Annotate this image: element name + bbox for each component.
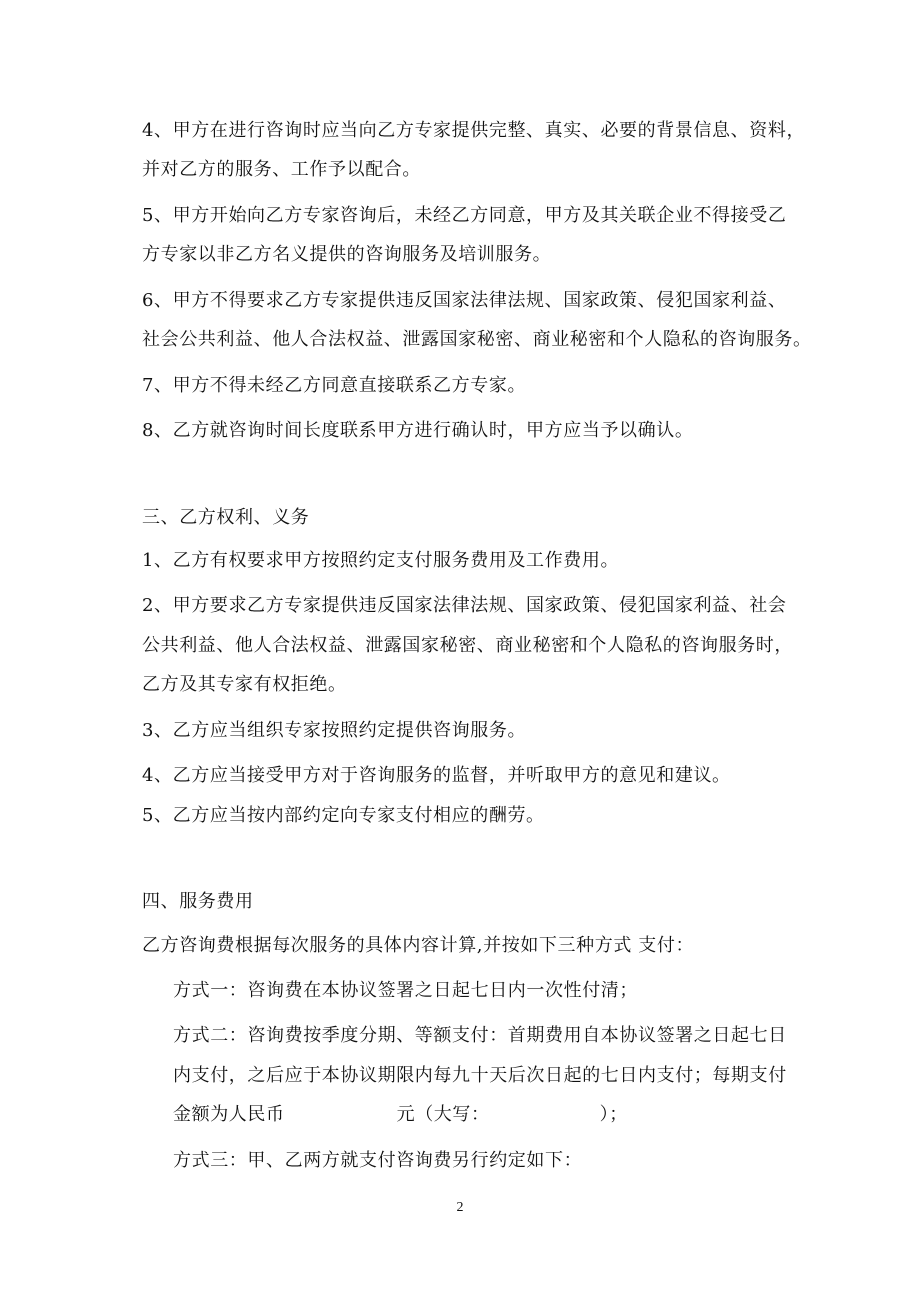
section3-item5: 5、乙方应当按内部约定向专家支付相应的酬劳。 xyxy=(142,805,545,826)
section3-heading: 三、乙方权利、义务 xyxy=(142,507,310,528)
section3-item4: 4、乙方应当接受甲方对于咨询服务的监督，并听取甲方的意见和建议。 xyxy=(142,765,731,786)
section3-item2-line2: 公共利益、他人合法权益、泄露国家秘密、商业秘密和个人隐私的咨询服务时， xyxy=(142,635,793,656)
section2-item7: 7、甲方不得未经乙方同意直接联系乙方专家。 xyxy=(142,375,527,396)
amount-closing: ）； xyxy=(599,1104,628,1125)
section3-item3: 3、乙方应当组织专家按照约定提供咨询服务。 xyxy=(142,720,527,741)
section3-item2-line1: 2、甲方要求乙方专家提供违反国家法律法规、国家政策、侵犯国家利益、社会 xyxy=(142,595,787,616)
section4-method2-line3 xyxy=(173,1103,628,1127)
section2-item5-line2: 方专家以非乙方名义提供的咨询服务及培训服务。 xyxy=(142,244,552,265)
section2-item6-line1: 6、甲方不得要求乙方专家提供违反国家法律法规、国家政策、侵犯国家利益、 xyxy=(142,290,787,311)
section2-item6-line2: 社会公共利益、他人合法权益、泄露国家秘密、商业秘密和个人隐私的咨询服务。 xyxy=(142,329,812,350)
section4-intro: 乙方咨询费根据每次服务的具体内容计算,并按如下三种方式 支付： xyxy=(142,935,695,956)
section2-item5-line1: 5、甲方开始向乙方专家咨询后，未经乙方同意，甲方及其关联企业不得接受乙 xyxy=(142,205,787,226)
section4-heading: 四、服务费用 xyxy=(142,891,254,912)
section2-item4-line2: 并对乙方的服务、工作予以配合。 xyxy=(142,159,421,180)
section4-method3: 方式三：甲、乙两方就支付咨询费另行约定如下： xyxy=(173,1150,583,1171)
section4-method1: 方式一：咨询费在本协议签署之日起七日内一次性付清； xyxy=(173,980,638,1001)
section3-item2-line3: 乙方及其专家有权拒绝。 xyxy=(142,674,347,695)
page-number: 2 xyxy=(456,1200,464,1215)
section2-item8: 8、乙方就咨询时间长度联系甲方进行确认时，甲方应当予以确认。 xyxy=(142,420,694,441)
section4-method2-line2: 内支付，之后应于本协议期限内每九十天后次日起的七日内支付；每期支付 xyxy=(173,1065,787,1086)
section3-item1: 1、乙方有权要求甲方按照约定支付服务费用及工作费用。 xyxy=(142,550,620,571)
section4-method2-line1: 方式二：咨询费按季度分期、等额支付：首期费用自本协议签署之日起七日 xyxy=(173,1025,787,1046)
amount-uppercase-label: 元（大写： xyxy=(396,1104,490,1125)
section2-item4-line1: 4、甲方在进行咨询时应当向乙方专家提供完整、真实、必要的背景信息、资料， xyxy=(142,120,806,141)
amount-label: 金额为人民币 xyxy=(173,1104,285,1125)
